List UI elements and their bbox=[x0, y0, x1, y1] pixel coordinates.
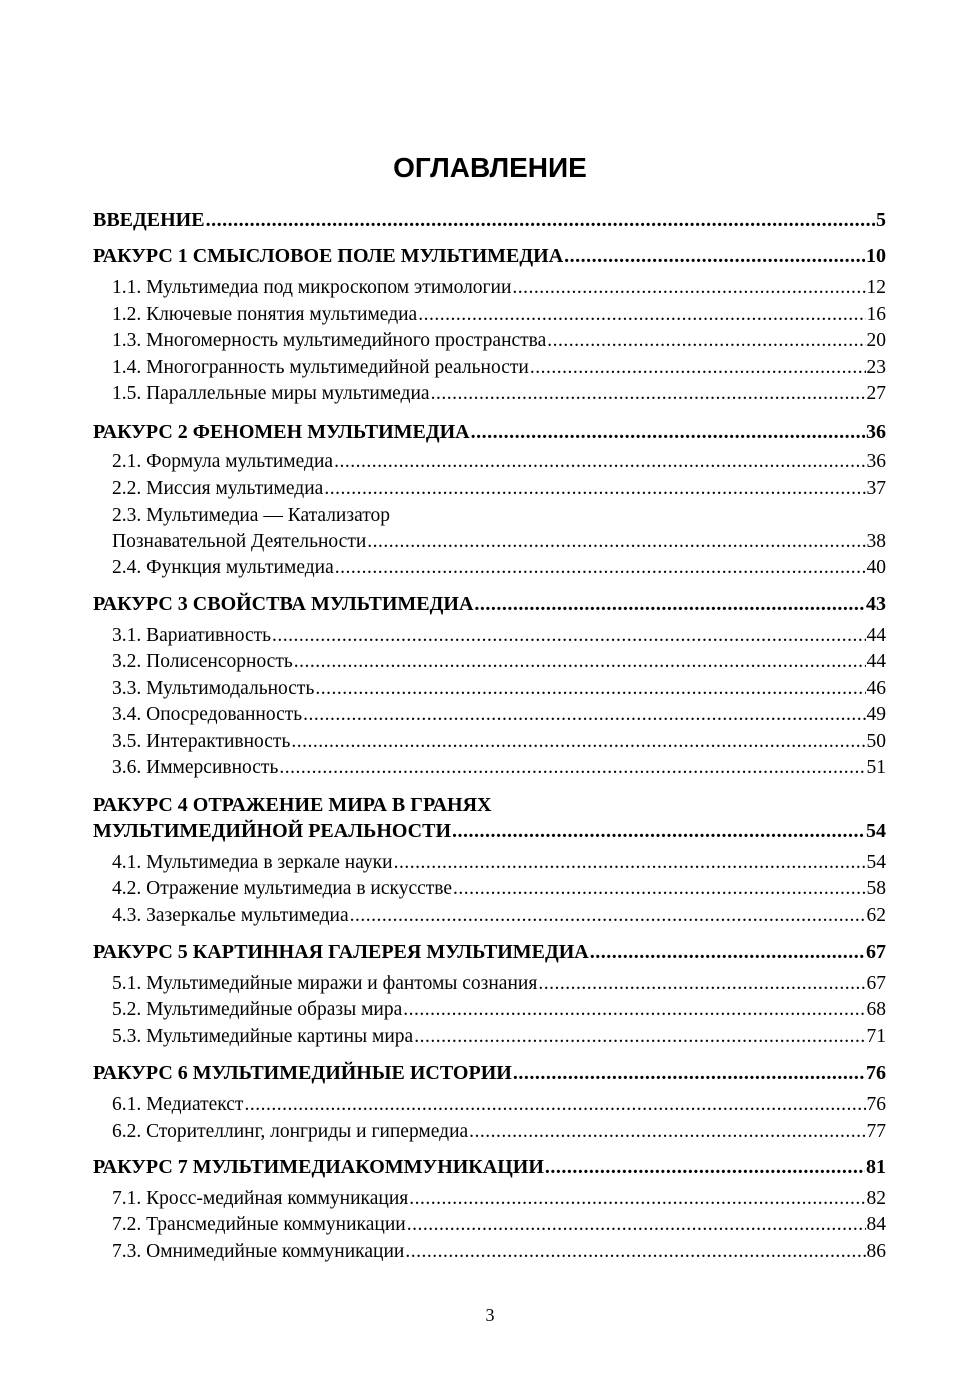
entry-page-number: 76 bbox=[866, 1094, 886, 1115]
dot-leader bbox=[418, 302, 865, 328]
entry-page-number: 50 bbox=[866, 731, 886, 752]
toc-subsection-entry[interactable] bbox=[112, 623, 886, 649]
dot-leader bbox=[512, 275, 865, 301]
toc-section-entry[interactable] bbox=[93, 243, 886, 269]
toc-subsection-entry[interactable] bbox=[112, 355, 886, 381]
toc-subsection-entry[interactable] bbox=[112, 1092, 886, 1118]
toc-subsection-entry[interactable] bbox=[112, 997, 886, 1023]
entry-title: РАКУРС 7 МУЛЬТИМЕДИАКОММУНИКАЦИИ bbox=[93, 1156, 544, 1178]
entry-page-number: 58 bbox=[866, 878, 886, 899]
toc-subsection-entry[interactable] bbox=[112, 903, 886, 929]
dot-leader bbox=[414, 1024, 865, 1050]
entry-title: РАКУРС 3 СВОЙСТВА МУЛЬТИМЕДИА bbox=[93, 593, 474, 615]
entry-title: 1.3. Многомерность мультимедийного пространства bbox=[112, 330, 547, 351]
dot-leader bbox=[350, 903, 866, 929]
entry-page-number: 10 bbox=[866, 245, 886, 267]
page-number: 3 bbox=[485, 1305, 495, 1325]
entry-title: 7.2. Трансмедийные коммуникации bbox=[112, 1214, 406, 1235]
toc-subsection-entry[interactable] bbox=[112, 302, 886, 328]
toc-section-entry[interactable] bbox=[93, 419, 886, 445]
dot-leader bbox=[291, 729, 865, 755]
entry-title: МУЛЬТИМЕДИЙНОЙ РЕАЛЬНОСТИ bbox=[93, 820, 452, 842]
dot-leader bbox=[453, 876, 865, 902]
entry-page-number: 5 bbox=[876, 209, 886, 231]
entry-title: 1.5. Параллельные миры мультимедиа bbox=[112, 383, 430, 404]
toc-subsection-entry[interactable] bbox=[112, 850, 886, 876]
toc-subsection-entry[interactable] bbox=[112, 1239, 886, 1265]
dot-leader bbox=[452, 818, 865, 844]
entry-title: РАКУРС 6 МУЛЬТИМЕДИЙНЫЕ ИСТОРИИ bbox=[93, 1062, 512, 1084]
entry-title: 2.4. Функция мультимедиа bbox=[112, 557, 334, 578]
dot-leader bbox=[403, 997, 865, 1023]
dot-leader bbox=[564, 243, 865, 269]
entry-page-number: 20 bbox=[866, 330, 886, 351]
toc-subsection-entry[interactable] bbox=[112, 275, 886, 301]
toc-subsection-entry[interactable] bbox=[112, 729, 886, 755]
entry-page-number: 86 bbox=[866, 1241, 886, 1262]
toc-section-entry[interactable] bbox=[93, 939, 886, 965]
entry-page-number: 37 bbox=[866, 478, 886, 499]
dot-leader bbox=[471, 419, 865, 445]
entry-title: 4.2. Отражение мультимедиа в искусстве bbox=[112, 878, 453, 899]
toc-subsection-entry[interactable] bbox=[112, 1024, 886, 1050]
entry-page-number: 67 bbox=[866, 973, 886, 994]
toc-subsection-entry[interactable] bbox=[112, 503, 886, 529]
dot-leader bbox=[206, 207, 875, 233]
entry-title: 3.1. Вариативность bbox=[112, 625, 272, 646]
dot-leader bbox=[513, 1060, 865, 1086]
toc-subsection-entry[interactable] bbox=[112, 529, 886, 555]
toc-subsection-entry[interactable] bbox=[112, 702, 886, 728]
entry-title: 1.4. Многогранность мультимедийной реальности bbox=[112, 357, 529, 378]
entry-title: 4.3. Зазеркалье мультимедиа bbox=[112, 905, 349, 926]
toc-subsection-entry[interactable] bbox=[112, 555, 886, 581]
toc-subsection-entry[interactable] bbox=[112, 676, 886, 702]
dot-leader bbox=[334, 449, 865, 475]
entry-title: РАКУРС 2 ФЕНОМЕН МУЛЬТИМЕДИА bbox=[93, 421, 470, 443]
entry-page-number: 76 bbox=[866, 1062, 886, 1084]
dot-leader bbox=[545, 1154, 865, 1180]
entry-title: 6.2. Сторителлинг, лонгриды и гипермедиа bbox=[112, 1121, 469, 1142]
dot-leader bbox=[324, 476, 865, 502]
toc-subsection-entry[interactable] bbox=[112, 649, 886, 675]
dot-leader bbox=[244, 1092, 865, 1118]
entry-title: 3.6. Иммерсивность bbox=[112, 757, 279, 778]
entry-page-number: 44 bbox=[866, 625, 886, 646]
toc-section-entry[interactable] bbox=[93, 591, 886, 617]
toc-subsection-entry[interactable] bbox=[112, 971, 886, 997]
dot-leader bbox=[530, 355, 866, 381]
toc-subsection-entry[interactable] bbox=[112, 449, 886, 475]
entry-title: 2.1. Формула мультимедиа bbox=[112, 451, 334, 472]
toc-section-entry[interactable] bbox=[93, 207, 886, 233]
toc-subsection-entry[interactable] bbox=[112, 328, 886, 354]
dot-leader bbox=[538, 971, 865, 997]
entry-page-number: 82 bbox=[866, 1188, 886, 1209]
entry-title: 3.2. Полисенсорность bbox=[112, 651, 293, 672]
entry-title: 1.2. Ключевые понятия мультимедиа bbox=[112, 304, 418, 325]
dot-leader bbox=[469, 1119, 865, 1145]
entry-page-number: 71 bbox=[866, 1026, 886, 1047]
entry-page-number: 44 bbox=[866, 651, 886, 672]
entry-page-number: 68 bbox=[866, 999, 886, 1020]
entry-page-number: 77 bbox=[866, 1121, 886, 1142]
dot-leader bbox=[431, 381, 866, 407]
entry-title: 6.1. Медиатекст bbox=[112, 1094, 244, 1115]
dot-leader bbox=[407, 1212, 866, 1238]
entry-title: 5.3. Мультимедийные картины мира bbox=[112, 1026, 414, 1047]
entry-title: 3.5. Интерактивность bbox=[112, 731, 291, 752]
dot-leader bbox=[474, 591, 865, 617]
dot-leader bbox=[315, 676, 865, 702]
dot-leader bbox=[279, 755, 865, 781]
toc-subsection-entry[interactable] bbox=[112, 876, 886, 902]
entry-title: Познавательной Деятельности bbox=[112, 531, 367, 552]
toc-subsection-entry[interactable] bbox=[112, 1119, 886, 1145]
entry-page-number: 54 bbox=[866, 852, 886, 873]
entry-title: РАКУРС 1 СМЫСЛОВОЕ ПОЛЕ МУЛЬТИМЕДИА bbox=[93, 245, 564, 267]
toc-section-entry[interactable] bbox=[93, 818, 886, 844]
dot-leader bbox=[547, 328, 865, 354]
entry-page-number: 46 bbox=[866, 678, 886, 699]
entry-title: 4.1. Мультимедиа в зеркале науки bbox=[112, 852, 393, 873]
entry-title: ВВЕДЕНИЕ bbox=[93, 209, 205, 231]
entry-title: 1.1. Мультимедиа под микроскопом этимологии bbox=[112, 277, 512, 298]
entry-title: 3.4. Опосредованность bbox=[112, 704, 303, 725]
entry-title: РАКУРС 4 ОТРАЖЕНИЕ МИРА В ГРАНЯХ bbox=[93, 794, 492, 816]
toc-section-entry[interactable] bbox=[93, 1060, 886, 1086]
toc-subsection-entry[interactable] bbox=[112, 381, 886, 407]
toc-subsection-entry[interactable] bbox=[112, 476, 886, 502]
entry-page-number: 51 bbox=[866, 757, 886, 778]
toc-section-entry[interactable] bbox=[93, 1154, 886, 1180]
entry-title: 2.2. Миссия мультимедиа bbox=[112, 478, 324, 499]
entry-title: 7.3. Омнимедийные коммуникации bbox=[112, 1241, 405, 1262]
entry-page-number: 84 bbox=[866, 1214, 886, 1235]
entry-page-number: 62 bbox=[866, 905, 886, 926]
toc-section-entry[interactable] bbox=[93, 792, 886, 818]
dot-leader bbox=[367, 529, 865, 555]
entry-page-number: 40 bbox=[866, 557, 886, 578]
entry-page-number: 49 bbox=[866, 704, 886, 725]
entry-page-number: 27 bbox=[866, 383, 886, 404]
dot-leader bbox=[405, 1239, 865, 1265]
entry-page-number: 54 bbox=[866, 820, 886, 842]
dot-leader bbox=[272, 623, 865, 649]
toc-subsection-entry[interactable] bbox=[112, 1186, 886, 1212]
dot-leader bbox=[590, 939, 865, 965]
toc-subsection-entry[interactable] bbox=[112, 755, 886, 781]
dot-leader bbox=[294, 649, 866, 675]
entry-page-number: 67 bbox=[866, 941, 886, 963]
entry-page-number: 16 bbox=[866, 304, 886, 325]
entry-title: 5.1. Мультимедийные миражи и фантомы сознания bbox=[112, 973, 538, 994]
page-title: ОГЛАВЛЕНИЕ bbox=[393, 152, 587, 183]
entry-page-number: 36 bbox=[866, 451, 886, 472]
entry-page-number: 43 bbox=[866, 593, 886, 615]
entry-title: 3.3. Мультимодальность bbox=[112, 678, 315, 699]
dot-leader bbox=[409, 1186, 865, 1212]
entry-page-number: 38 bbox=[866, 531, 886, 552]
entry-page-number: 36 bbox=[866, 421, 886, 443]
entry-page-number: 23 bbox=[866, 357, 886, 378]
toc-subsection-entry[interactable] bbox=[112, 1212, 886, 1238]
entry-title: 5.2. Мультимедийные образы мира bbox=[112, 999, 403, 1020]
entry-title: РАКУРС 5 КАРТИННАЯ ГАЛЕРЕЯ МУЛЬТИМЕДИА bbox=[93, 941, 589, 963]
entry-title: 2.3. Мультимедиа — Катализатор bbox=[112, 505, 390, 526]
dot-leader bbox=[394, 850, 866, 876]
entry-page-number: 81 bbox=[866, 1156, 886, 1178]
entry-page-number: 12 bbox=[866, 277, 886, 298]
dot-leader bbox=[303, 702, 865, 728]
dot-leader bbox=[335, 555, 866, 581]
entry-title: 7.1. Кросс-медийная коммуникация bbox=[112, 1188, 409, 1209]
